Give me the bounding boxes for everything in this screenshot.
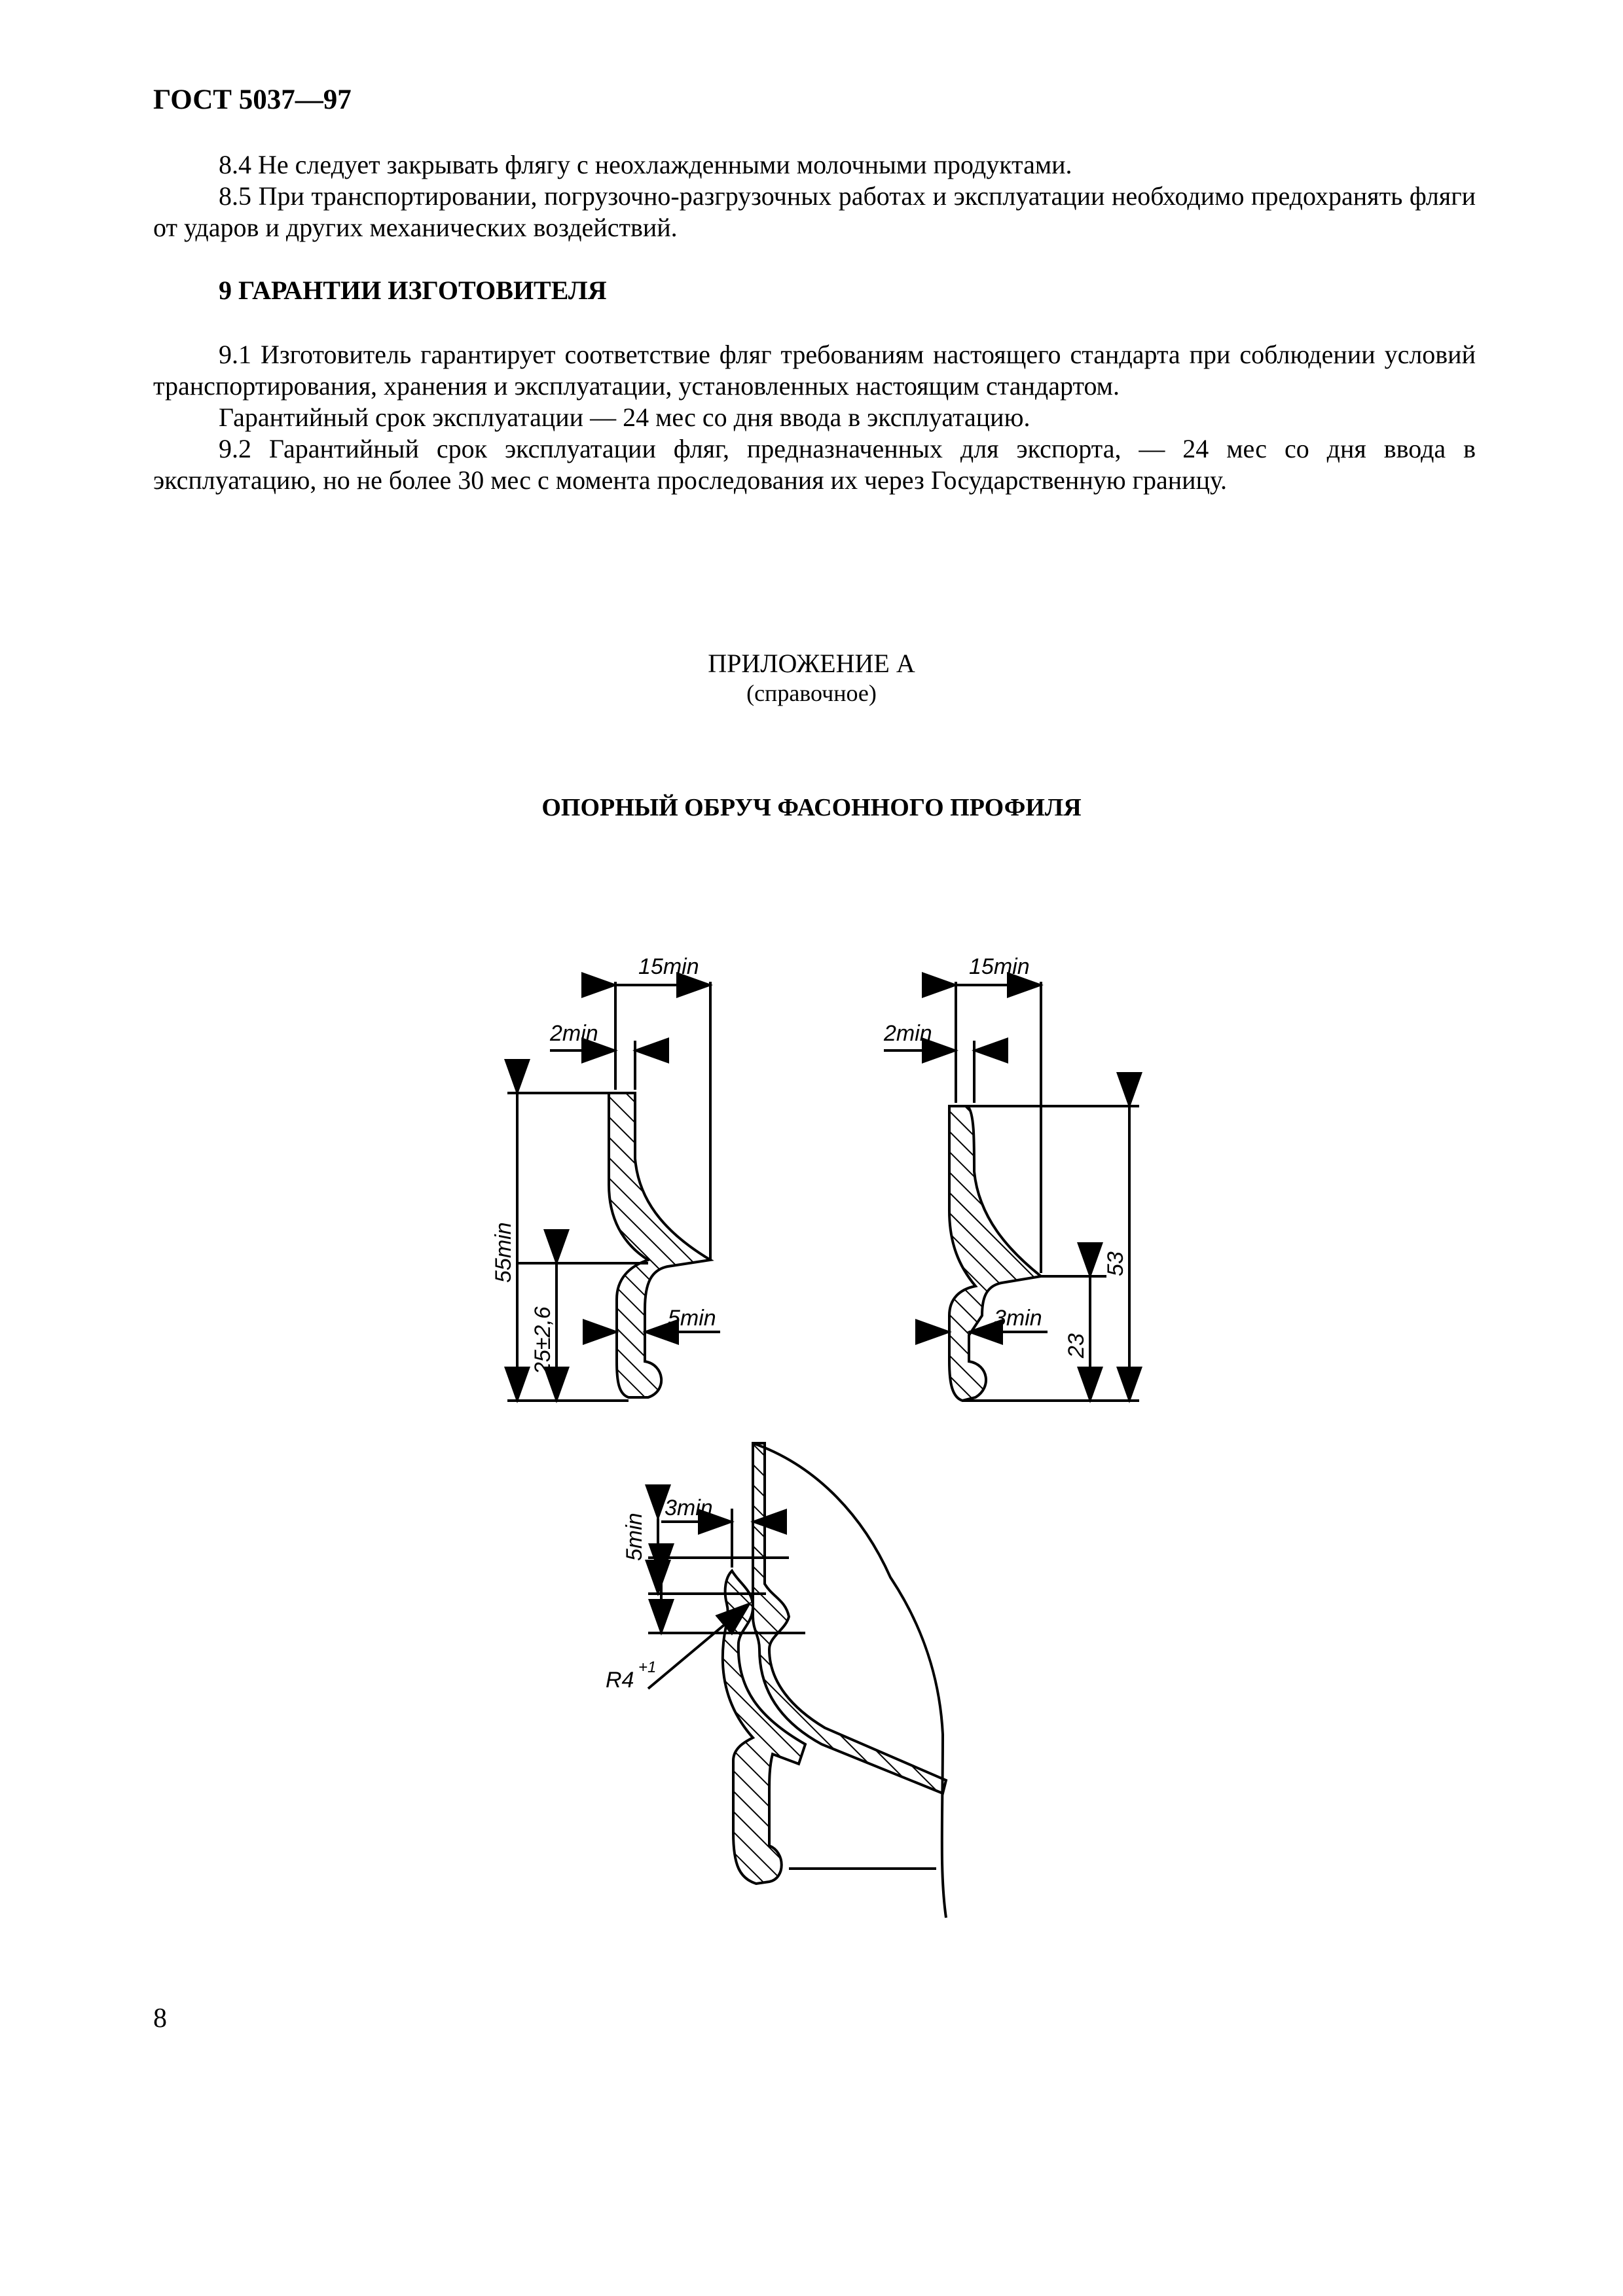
left-dim-thickness: 5min <box>668 1306 716 1331</box>
page-number: 8 <box>153 2003 167 2034</box>
left-dim-height-lower: 25±2,6 <box>530 1306 555 1374</box>
right-profile-section <box>949 1106 1041 1401</box>
bottom-dim-radius: R4 <box>606 1668 634 1693</box>
paragraph-9-1-warranty: Гарантийный срок эксплуатации — 24 мес со дня ввода в эксплуатацию. <box>219 403 1030 432</box>
left-dim-offset-top: 2min <box>550 1021 598 1046</box>
left-dim-height-total: 55min <box>491 1222 516 1283</box>
bottom-dim-radius-tolerance: +1 <box>638 1659 657 1676</box>
appendix-title: ПРИЛОЖЕНИЕ А <box>708 649 915 678</box>
paragraph-9-1: 9.1 Изготовитель гарантирует соответствие фляг требованиям настоящего стандарта при соблюдении условий транспортирования, хранения и эксплуатации, установленных настоящим стандартом. <box>153 340 1476 401</box>
left-profile-section <box>609 1093 710 1397</box>
right-dim-offset-top: 2min <box>884 1021 932 1046</box>
right-dim-thickness: 3min <box>994 1306 1042 1331</box>
bottom-dim-width: 3min <box>665 1496 713 1520</box>
paragraph-8-4: 8.4 Не следует закрывать флягу с неохлажденными молочными продуктами. <box>219 150 1072 179</box>
bottom-dim-height: 5min <box>622 1513 647 1561</box>
figure-title: ОПОРНЫЙ ОБРУЧ ФАСОННОГО ПРОФИЛЯ <box>541 794 1082 821</box>
right-dim-height-total: 53 <box>1103 1251 1128 1276</box>
appendix-subtitle: (справочное) <box>746 680 877 706</box>
right-dim-width-top: 15min <box>969 954 1030 979</box>
section-9-heading: 9 ГАРАНТИИ ИЗГОТОВИТЕЛЯ <box>219 276 607 305</box>
paragraph-8-5: 8.5 При транспортировании, погрузочно-разгрузочных работах и эксплуатации необходимо предохранять фляги от ударов и других механических воздействий. <box>153 181 1476 242</box>
left-dim-width-top: 15min <box>638 954 699 979</box>
paragraph-9-2: 9.2 Гарантийный срок эксплуатации фляг, предназначенных для экспорта, — 24 мес со дня ввода в эксплуатацию, но не более 30 мес с момента проследования их через Государственную границу. <box>153 434 1476 495</box>
document-code: ГОСТ 5037—97 <box>153 84 352 115</box>
right-dim-height-lower: 23 <box>1064 1333 1089 1358</box>
